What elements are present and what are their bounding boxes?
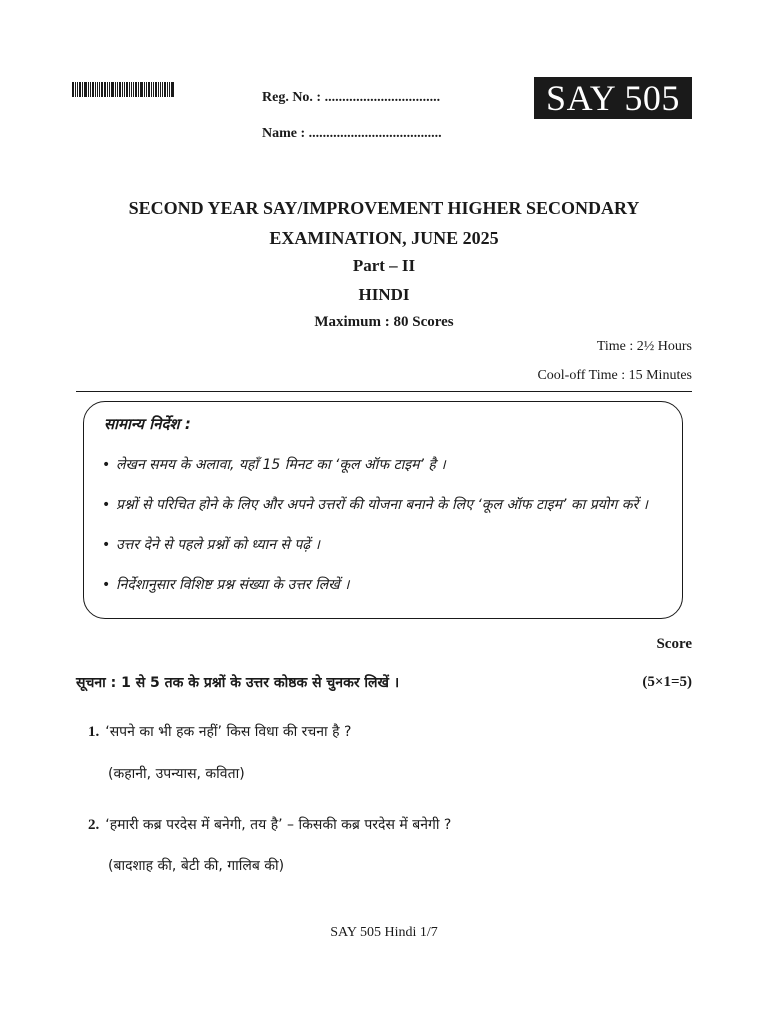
barcode-bar bbox=[131, 82, 132, 97]
barcode-bar bbox=[140, 82, 143, 97]
barcode-bar bbox=[138, 82, 139, 97]
instructions-heading: सामान्य निर्देश : bbox=[104, 415, 191, 433]
barcode-bar bbox=[92, 82, 94, 97]
instruction-item bbox=[102, 452, 672, 478]
barcode-bar bbox=[122, 82, 123, 97]
barcode-bar bbox=[135, 82, 137, 97]
barcode-bar bbox=[84, 82, 87, 97]
reg-no-field: Reg. No. : ................................. bbox=[262, 90, 441, 105]
instruction-text: निर्देशानुसार विशिष्ट प्रश्न संख्या के उत्तर लिखें । bbox=[116, 577, 350, 593]
cool-off-time: Cool-off Time : 15 Minutes bbox=[537, 368, 692, 383]
barcode-bar bbox=[109, 82, 110, 97]
barcode-bar bbox=[79, 82, 81, 97]
bullet-icon: • bbox=[102, 497, 111, 513]
barcode-bar bbox=[72, 82, 74, 97]
barcode-bar bbox=[104, 82, 106, 97]
barcode-bar bbox=[146, 82, 147, 97]
barcode-bar bbox=[99, 82, 100, 97]
barcode-bar bbox=[126, 82, 128, 97]
barcode-bar bbox=[144, 82, 145, 97]
barcode-bar bbox=[160, 82, 161, 97]
barcode-bar bbox=[82, 82, 83, 97]
question-number: 1. bbox=[88, 724, 100, 740]
barcode-bar bbox=[158, 82, 159, 97]
section-marks: (5×1=5) bbox=[642, 674, 692, 690]
bullet-icon: • bbox=[102, 457, 111, 473]
score-column-label: Score bbox=[656, 636, 692, 652]
barcode-bar bbox=[107, 82, 108, 97]
barcode-bar bbox=[167, 82, 168, 97]
barcode-bar bbox=[148, 82, 150, 97]
instruction-item bbox=[102, 572, 672, 598]
question-number: 2. bbox=[88, 817, 100, 833]
name-field: Name : ...................................... bbox=[262, 126, 442, 141]
barcode-bar bbox=[88, 82, 89, 97]
barcode-bar bbox=[171, 82, 174, 97]
instructions-list bbox=[102, 452, 672, 612]
barcode-bar bbox=[164, 82, 166, 97]
barcode-bar bbox=[151, 82, 152, 97]
header-divider bbox=[76, 391, 692, 392]
exam-title-line1: SECOND YEAR SAY/IMPROVEMENT HIGHER SECONDARY bbox=[128, 198, 640, 218]
question-1-options: (कहानी, उपन्यास, कविता) bbox=[108, 766, 245, 782]
instruction-text: प्रश्नों से परिचित होने के लिए और अपने उत्तरों की योजना बनाने के लिए ‘कूल ऑफ टाइम’ का प्रयोग करें । bbox=[116, 497, 648, 513]
exam-subject: HINDI bbox=[358, 285, 410, 304]
barcode-bar bbox=[111, 82, 114, 97]
barcode-bar bbox=[115, 82, 116, 97]
question-2 bbox=[88, 815, 451, 834]
general-instructions-box bbox=[83, 401, 683, 619]
barcode-bar bbox=[101, 82, 103, 97]
exam-title-line2: EXAMINATION, JUNE 2025 bbox=[269, 228, 499, 248]
barcode-bar bbox=[169, 82, 170, 97]
instruction-item bbox=[102, 532, 672, 558]
instruction-text: लेखन समय के अलावा, यहाँ 15 मिनट का ‘कूल ऑफ टाइम’ है । bbox=[116, 457, 446, 473]
barcode-bar bbox=[97, 82, 98, 97]
barcode-bar bbox=[124, 82, 125, 97]
barcode bbox=[72, 82, 188, 97]
exam-part: Part – II bbox=[352, 256, 416, 275]
barcode-bar bbox=[155, 82, 157, 97]
paper-code-badge: SAY 505 bbox=[534, 77, 692, 119]
barcode-bar bbox=[133, 82, 134, 97]
question-2-options: (बादशाह की, बेटी की, गालिब की) bbox=[108, 858, 285, 874]
bullet-icon: • bbox=[102, 537, 111, 553]
page-footer: SAY 505 Hindi 1/7 bbox=[330, 925, 438, 940]
question-1 bbox=[88, 722, 351, 741]
barcode-bar bbox=[119, 82, 121, 97]
question-text: ‘सपने का भी हक नहीं’ किस विधा की रचना है ? bbox=[105, 724, 352, 740]
barcode-bar bbox=[90, 82, 91, 97]
barcode-bar bbox=[77, 82, 78, 97]
bullet-icon: • bbox=[102, 577, 111, 593]
question-text: ‘हमारी कब्र परदेस में बनेगी, तय है’ – किसकी कब्र परदेस में बनेगी ? bbox=[105, 817, 452, 833]
section-note: सूचना : 1 से 5 तक के प्रश्नों के उत्तर कोष्ठक से चुनकर लिखें । bbox=[76, 675, 400, 691]
barcode-bar bbox=[75, 82, 76, 97]
barcode-bar bbox=[117, 82, 118, 97]
barcode-bar bbox=[162, 82, 163, 97]
max-scores: Maximum : 80 Scores bbox=[314, 314, 454, 330]
time-allowed: Time : 2½ Hours bbox=[596, 339, 692, 354]
barcode-bar bbox=[129, 82, 130, 97]
barcode-bar bbox=[95, 82, 96, 97]
instruction-text: उत्तर देने से पहले प्रश्नों को ध्यान से पढ़ें । bbox=[116, 537, 320, 553]
barcode-bar bbox=[153, 82, 154, 97]
instruction-item bbox=[102, 492, 672, 518]
